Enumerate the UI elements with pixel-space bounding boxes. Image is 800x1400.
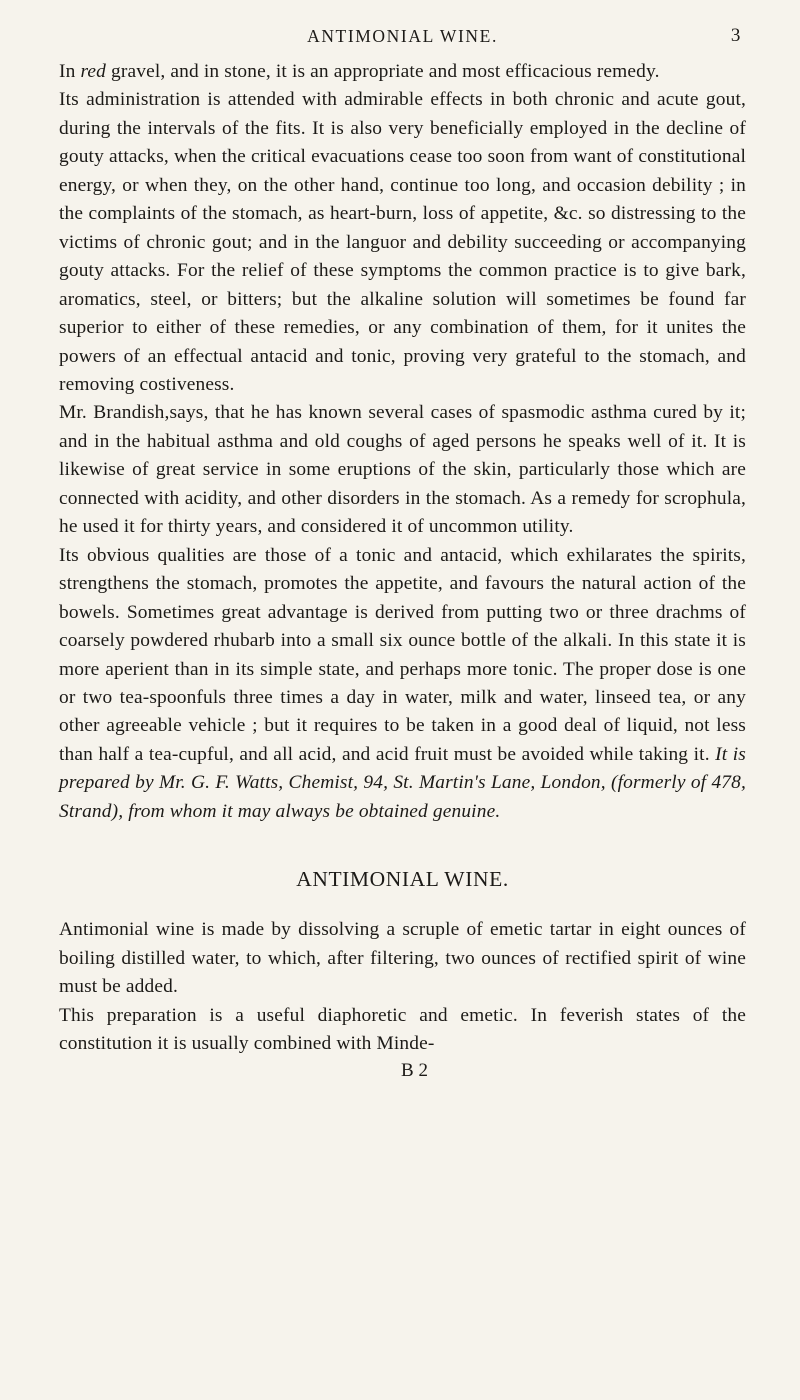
- running-title: ANTIMONIAL WINE.: [307, 26, 498, 46]
- p1-pre: In: [59, 61, 81, 82]
- paragraph-antimonial-use: This preparation is a useful diaphoretic and emetic. In feverish states of the constitution it is usually combined with Minde-: [59, 1004, 746, 1055]
- paragraph-gout: Its administration is attended with admirable effects in both chronic and acute gout, during the intervals of the fits. It is also very beneficially employed in the decline of gouty attacks, when the critical evacuations cease too soon from want of constitutional energy, or when they, on the other hand, continue too long, and occasion debility ; in the complaints of the stomach, as heart-burn, loss of appetite, &c. so distressing to the victims of chronic gout; and in the languor and debility succeeding or accompanying gouty attacks. For the relief of these symptoms the common practice is to give bark, aromatics, steel, or bitters; but the alkaline solution will sometimes be found far superior to either of these remedies, or any combination of them, for it unites the powers of an effectual antacid and tonic, proving very grateful to the stomach, and removing costiveness.: [59, 89, 746, 395]
- signature-mark: B 2: [401, 1059, 428, 1081]
- p4-emphasis: It is prepared by Mr. G. F. Watts, Chemist, 94, St. Martin's Lane, London, (formerly of 478, Strand), from whom it may always be obtained genuine.: [59, 743, 746, 822]
- section-title: ANTIMONIAL WINE.: [296, 867, 509, 892]
- paragraph-qualities: [59, 542, 746, 827]
- paragraph-red-gravel: [59, 58, 746, 86]
- paragraph-brandish: Mr. Brandish,says, that he has known several cases of spasmodic asthma cured by it; and in the habitual asthma and old coughs of aged persons he speaks well of it. It is likewise of great service in some eruptions of the skin, particularly those which are connected with acidity, and other disorders in the stomach. As a remedy for scrophula, he used it for thirty years, and considered it of uncommon utility.: [59, 402, 746, 538]
- body-text: [59, 58, 746, 826]
- page-number: 3: [730, 25, 742, 46]
- running-head: [59, 14, 746, 58]
- book-page: [0, 14, 800, 1400]
- p1-emphasis: red: [80, 61, 107, 82]
- p1-post: gravel, and in stone, it is an appropriate and most efficacious remedy.: [106, 61, 660, 82]
- paragraph-antimonial-recipe: Antimonial wine is made by dissolving a scruple of emetic tartar in eight ounces of boiling distilled water, to which, after filtering, two ounces of rectified spirit of wine must be added.: [59, 919, 746, 998]
- section-body: [59, 916, 746, 1058]
- p4-text: Its obvious qualities are those of a tonic and antacid, which exhilarates the spirits, strengthens the stomach, promotes the appetite, and favours the natural action of the bowels. Sometimes great advantage is derived from putting two or three drachms of coarsely powdered rhubarb into a small six ounce bottle of the alkali. In this state it is more aperient than in its simple state, and perhaps more tonic. The proper dose is one or two tea-spoonfuls three times a day in water, milk and water, linseed tea, or any other agreeable vehicle ; but it requires to be taken in a good deal of liquid, not less than half a tea-cupful, and all acid, and acid fruit must be avoided while taking it.: [59, 544, 746, 765]
